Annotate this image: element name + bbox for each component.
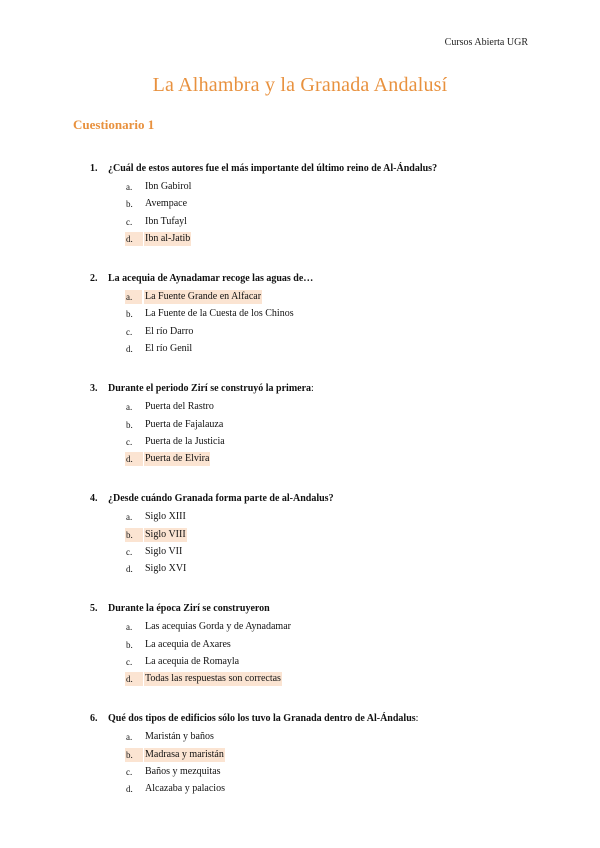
- question-heading: [0, 602, 600, 620]
- answer-option: [0, 435, 600, 452]
- option-text-correct: Puerta de Elvira: [145, 453, 210, 465]
- question-2: [0, 272, 600, 360]
- answer-option: [0, 290, 600, 307]
- option-text: Maristán y baños: [145, 731, 214, 743]
- option-letter: c.: [126, 657, 133, 668]
- question-number: 5.: [90, 603, 98, 615]
- option-letter: b.: [125, 528, 143, 542]
- question-5: [0, 602, 600, 690]
- option-text-correct: Todas las respuestas son correctas: [145, 673, 281, 685]
- question-heading: [0, 712, 600, 730]
- question-heading: [0, 382, 600, 400]
- answer-option: [0, 232, 600, 249]
- option-letter: d.: [126, 564, 133, 575]
- question-text-main: Qué dos tipos de edificios sólo los tuvo la Granada dentro de Al-Ándalus: [108, 713, 416, 725]
- option-text: El río Genil: [145, 343, 193, 355]
- option-letter: b.: [126, 419, 133, 430]
- answer-option: [0, 180, 600, 197]
- answer-option: [0, 655, 600, 672]
- option-text: Alcazaba y palacios: [145, 783, 225, 795]
- answer-option: [0, 748, 600, 765]
- option-letter: c.: [126, 767, 133, 778]
- answer-option: [0, 325, 600, 342]
- question-number: 2.: [90, 273, 98, 285]
- option-letter: b.: [126, 309, 133, 320]
- question-number: 6.: [90, 713, 98, 725]
- question-3: [0, 382, 600, 470]
- question-text-main: Durante la época Zirí se construyeron: [108, 603, 270, 615]
- option-letter: a.: [126, 402, 133, 413]
- answer-option: [0, 510, 600, 527]
- questionnaire: [0, 162, 600, 822]
- option-text: Baños y mezquitas: [145, 766, 221, 778]
- option-letter: d.: [126, 784, 133, 795]
- option-text-correct: Siglo VIII: [145, 528, 186, 540]
- option-text: La acequia de Romayla: [145, 656, 240, 668]
- answer-option: [0, 400, 600, 417]
- answer-option: [0, 638, 600, 655]
- question-text: [108, 712, 418, 726]
- answer-option: [0, 782, 600, 799]
- question-text-main: Durante el periodo Zirí se construyó la primera: [108, 383, 312, 395]
- option-text: Ibn Gabirol: [145, 181, 192, 192]
- option-letter: a.: [126, 512, 133, 523]
- answer-option: [0, 730, 600, 747]
- answer-option: [0, 765, 600, 782]
- question-number: 1.: [90, 163, 98, 174]
- option-letter: d.: [125, 452, 143, 466]
- option-text: Las acequias Gorda y de Aynadamar: [145, 621, 291, 633]
- option-text: La acequia de Axares: [145, 638, 231, 650]
- option-letter: c.: [126, 326, 133, 337]
- option-text-correct: La Fuente Grande en Alfacar: [145, 291, 262, 303]
- question-number: 3.: [90, 383, 98, 395]
- question-1: [0, 162, 600, 250]
- answer-option: [0, 528, 600, 545]
- option-letter: b.: [126, 199, 133, 210]
- answer-option: [0, 342, 600, 359]
- option-letter: b.: [125, 748, 143, 762]
- option-text: Avempace: [145, 198, 188, 210]
- option-text: Siglo VII: [145, 545, 183, 557]
- answer-option: [0, 545, 600, 562]
- section-title: Cuestionario 1: [73, 117, 155, 132]
- question-text: [108, 162, 437, 176]
- option-text: Siglo XVI: [145, 563, 187, 575]
- option-text: Puerta del Rastro: [145, 401, 214, 413]
- question-text-main: ¿Desde cuándo Granada forma parte de al-Andalus?: [108, 493, 334, 505]
- answer-option: [0, 452, 600, 469]
- question-number: 4.: [90, 493, 98, 505]
- option-text: La Fuente de la Cuesta de los Chinos: [145, 308, 294, 320]
- option-text-correct: Ibn al-Jatib: [145, 233, 191, 245]
- option-text: Puerta de Fajalauza: [145, 418, 224, 430]
- option-letter: d.: [125, 672, 143, 686]
- answer-option: [0, 562, 600, 579]
- option-letter: a.: [126, 182, 133, 192]
- option-letter: b.: [126, 639, 133, 650]
- question-text-suffix: :: [415, 713, 419, 725]
- option-text: Siglo XIII: [145, 511, 186, 523]
- option-letter: d.: [126, 344, 133, 355]
- option-text: Ibn Tufayl: [145, 215, 187, 227]
- answer-option: [0, 307, 600, 324]
- option-letter: a.: [126, 622, 133, 633]
- question-text: [108, 492, 334, 506]
- option-text: El río Darro: [145, 325, 194, 337]
- answer-option: [0, 620, 600, 637]
- question-4: [0, 492, 600, 580]
- option-letter: d.: [125, 232, 143, 246]
- option-letter: c.: [126, 546, 133, 557]
- question-heading: [0, 272, 600, 290]
- question-text: [108, 382, 314, 396]
- answer-option: [0, 418, 600, 435]
- question-6: [0, 712, 600, 800]
- option-text-correct: Madrasa y maristán: [145, 748, 224, 760]
- option-text: Puerta de la Justicia: [145, 435, 225, 447]
- question-heading: [0, 492, 600, 510]
- document-title: La Alhambra y la Granada Andalusí: [152, 74, 448, 96]
- option-letter: c.: [126, 436, 133, 447]
- answer-option: [0, 197, 600, 214]
- question-text-main: La acequia de Aynadamar recoge las aguas de…: [108, 273, 314, 285]
- question-text: [108, 272, 313, 286]
- question-heading: [0, 162, 600, 180]
- question-text: [108, 602, 270, 616]
- question-text-suffix: :: [311, 383, 314, 395]
- answer-option: [0, 215, 600, 232]
- option-letter: c.: [126, 216, 133, 227]
- option-letter: a.: [125, 290, 142, 304]
- option-letter: a.: [126, 732, 133, 743]
- course-header-label: Cursos Abierta UGR: [444, 37, 528, 48]
- question-text-main: ¿Cuál de estos autores fue el más importante del último reino de Al-Ándalus?: [108, 163, 438, 174]
- answer-option: [0, 672, 600, 689]
